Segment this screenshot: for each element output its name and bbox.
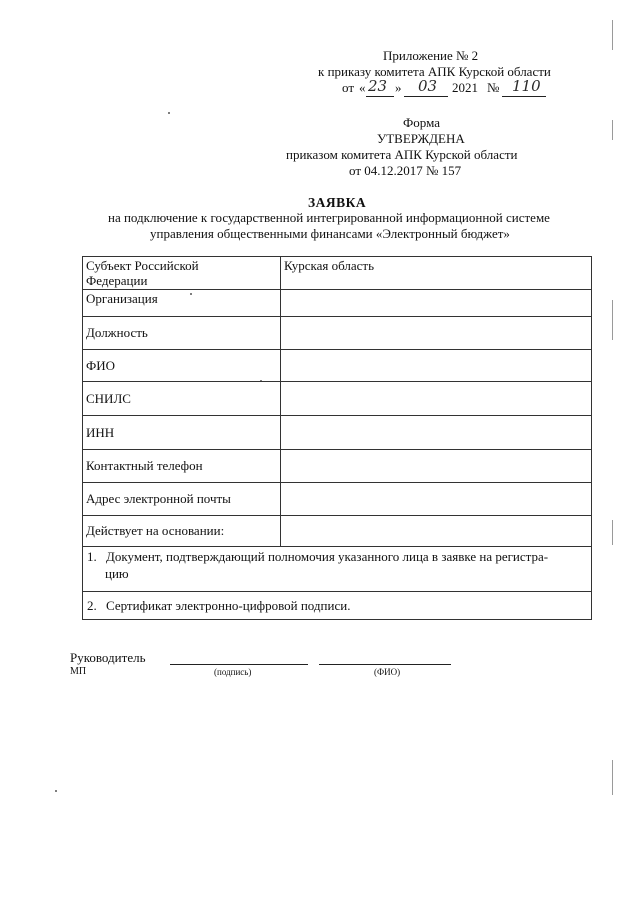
table-row: [83, 416, 592, 450]
field-value-inn[interactable]: [281, 416, 592, 450]
approved-date: от 04.12.2017 № 157: [349, 163, 462, 178]
field-value-phone[interactable]: [281, 450, 592, 483]
field-label-subject: Субъект Российской Федерации: [83, 257, 281, 290]
field-label-organization: Организация: [83, 290, 281, 317]
attachment-item-2-text: Сертификат электронно-цифровой подписи.: [106, 597, 351, 613]
form-label: Форма: [403, 115, 440, 130]
scan-edge-mark: [612, 120, 613, 140]
table-row: [83, 382, 592, 416]
handwritten-day: 23: [368, 77, 388, 95]
scan-speck: [55, 790, 57, 792]
table-row: [83, 290, 592, 317]
scan-speck: [168, 112, 170, 114]
signature-caption: (подпись): [214, 667, 252, 677]
appendix-number: Приложение № 2: [383, 48, 479, 63]
field-label-snils: СНИЛС: [83, 382, 281, 416]
attachment-item-1: [83, 547, 592, 592]
field-label-fio: ФИО: [83, 350, 281, 382]
fio-caption: (ФИО): [374, 667, 401, 677]
application-table: [82, 256, 592, 620]
head-label: Руководитель: [70, 650, 146, 665]
field-value-email[interactable]: [281, 483, 592, 516]
field-label-basis: Действует на основании:: [83, 516, 281, 547]
approved-by-order: приказом комитета АПК Курской области: [286, 147, 518, 162]
attachment-item-1-number: 1.: [87, 549, 97, 564]
appendix-number-sign: №: [487, 80, 500, 95]
table-row: [83, 483, 592, 516]
table-row: [83, 317, 592, 350]
signature-line[interactable]: [170, 664, 308, 665]
scan-edge-mark: [612, 20, 613, 50]
field-value-subject[interactable]: Курская область: [281, 257, 592, 290]
field-label-position: Должность: [83, 317, 281, 350]
table-row: [83, 257, 592, 290]
field-value-basis[interactable]: [281, 516, 592, 547]
appendix-year: 2021: [452, 80, 478, 95]
attachment-item-2-number: 2.: [87, 597, 97, 613]
appendix-ot: от: [342, 80, 355, 95]
field-value-snils[interactable]: [281, 382, 592, 416]
attachment-item-1-text-cont: цию: [105, 566, 129, 581]
fio-line[interactable]: [319, 664, 451, 665]
field-label-phone: Контактный телефон: [83, 450, 281, 483]
attachment-item-2: [83, 592, 592, 620]
subtitle-line-1: на подключение к государственной интегрированной информационной системе: [108, 210, 550, 225]
quote-close: »: [395, 80, 402, 95]
table-row: [83, 592, 592, 620]
handwritten-number: 110: [512, 77, 541, 95]
table-row: [83, 350, 592, 382]
attachment-item-1-text: Документ, подтверждающий полномочия указанного лица в заявке на регистра-: [106, 549, 549, 564]
table-row: [83, 450, 592, 483]
stamp-label: МП: [70, 666, 87, 677]
table-row: [83, 547, 592, 592]
field-value-organization[interactable]: [281, 290, 592, 317]
table-row: [83, 516, 592, 547]
approved-label: УТВЕРЖДЕНА: [377, 131, 465, 146]
field-label-inn: ИНН: [83, 416, 281, 450]
day-underline: [366, 96, 394, 97]
handwritten-month: 03: [418, 77, 438, 95]
scan-edge-mark: [612, 300, 613, 340]
number-underline: [502, 96, 546, 97]
field-label-email: Адрес электронной почты: [83, 483, 281, 516]
month-underline: [404, 96, 448, 97]
scan-edge-mark: [612, 760, 613, 795]
scan-edge-mark: [612, 520, 613, 545]
field-value-fio[interactable]: [281, 350, 592, 382]
appendix-order: к приказу комитета АПК Курской области: [318, 64, 551, 79]
subtitle-line-2: управления общественными финансами «Электронный бюджет»: [150, 226, 510, 241]
field-value-position[interactable]: [281, 317, 592, 350]
quote-open: «: [359, 80, 366, 95]
page-title: ЗАЯВКА: [308, 195, 367, 210]
